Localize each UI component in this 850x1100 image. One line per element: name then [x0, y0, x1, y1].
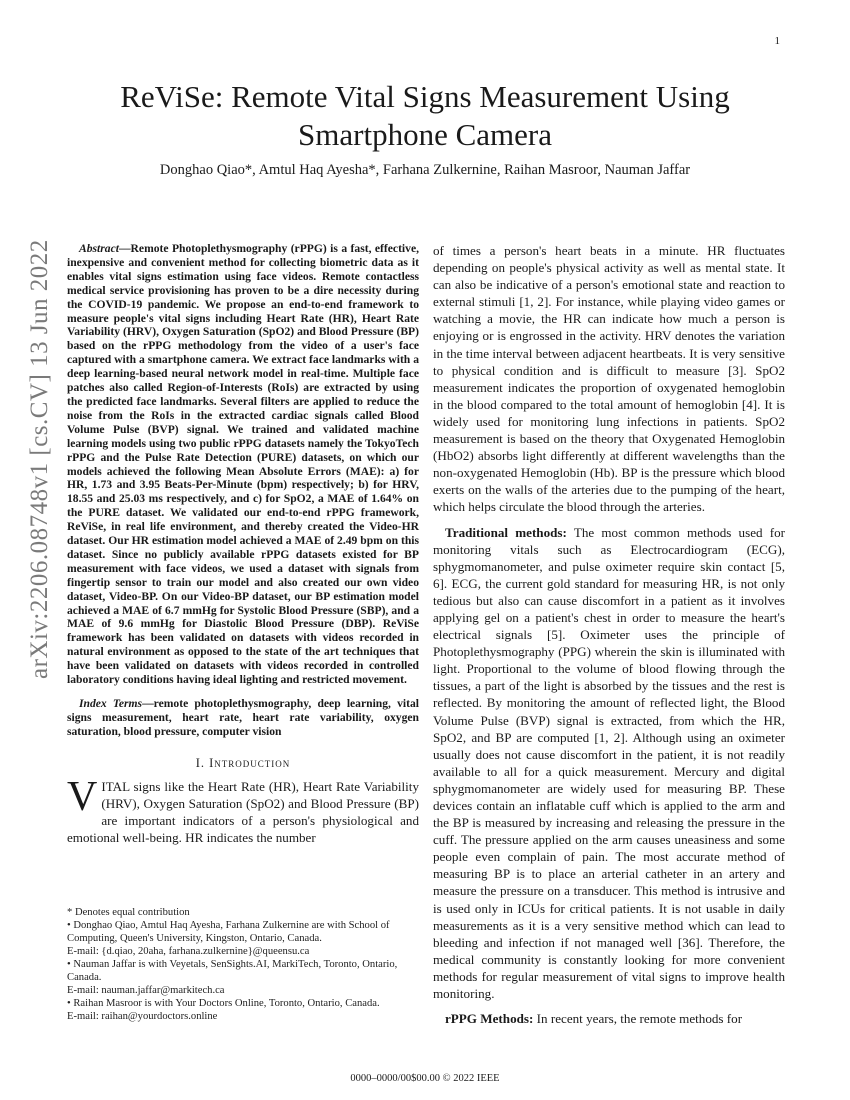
traditional-methods-text: The most common methods used for monitoring vitals such as Electrocardiogram (ECG), sphygmomanometer, and pulse oximeter require skin contact [5, 6]. ECG, the current gold standard for measuring HR, is not only tedious but also can cause discomfort in a patient as it involves applying gel on a patient's chest in order to measure the heart's electrical signals [5]. Oximeter uses the principle of Photoplethysmography (PPG) wherein the skin is illuminated with light. Proportional to the volume of blood flowing through the tissues, a part of the light is absorbed by the tissues and the rest is reflected. By monitoring the amount of reflected light, the Blood Volume Pulse (BVP) signal is extracted, from which the HR, SpO2, and BP are computed [1, 2]. Although using an oximeter usually does not cause discomfort in the patient, it is not readily available to all for a quick measurement. Mercury and digital sphygmomanometer are widely used for measuring BP. These devices contain an inflatable cuff which is applied to the arm and the BP is measured by increasing and releasing the pressure in the cuff. The pressure applied on the arm causes uneasiness and some people even complain of pain. The most accurate method of measuring BP is to place an arterial catheter in an artery and measure the pressure on a transducer. This method is intrusive and is used only in ICUs for critical patients. It is not usable in daily measurements as it is a very sensitive method which can lead to bleeding and infection if not managed well [36]. Therefore, the medical community is constantly looking for more convenient methods for regular measurement of vital signs to improve health monitoring. [433, 524, 786, 1002]
author-list: Donghao Qiao*, Amtul Haq Ayesha*, Farhana Zulkernine, Raihan Masroor, Nauman Jaffar [159, 162, 691, 178]
footnotes [67, 906, 419, 1023]
footnote-affiliation-queens: • Donghao Qiao, Amtul Haq Ayesha, Farhana Zulkernine are with School of Computing, Queen's University, Kingston, Ontario, Canada. [67, 920, 390, 944]
rppg-methods-paragraph [433, 1010, 785, 1027]
footnote-email-queens: E-mail: {d.qiao, 20aha, farhana.zulkernine}@queensu.ca [67, 946, 310, 957]
page-number: 1 [774, 35, 780, 47]
abstract-label: Abstract [79, 242, 119, 255]
right-column [433, 242, 785, 1027]
footnote-email-markitech: E-mail: nauman.jaffar@markitech.ca [67, 985, 225, 996]
section-number: I. [195, 755, 205, 770]
traditional-methods-label: Traditional methods: [445, 524, 567, 540]
traditional-methods-paragraph [433, 524, 785, 1003]
intro-text: ITAL signs like the Heart Rate (HR), Heart Rate Variability (HRV), Oxygen Saturation (SpO2) and Blood Pressure (BP) are important indicators of a person's physiological and emotional well-being. HR indicates the number [67, 778, 419, 846]
section-title: Introduction [209, 755, 291, 770]
left-column [67, 242, 419, 846]
paper-title: ReViSe: Remote Vital Signs Measurement Using Smartphone Camera [120, 79, 730, 152]
copyright-footer: 0000–0000/00$00.00 © 2022 IEEE [350, 1073, 500, 1084]
index-terms-text: —remote photoplethysmography, deep learning, vital signs measurement, heart rate, heart rate variability, oxygen saturation, blood pressure, computer vision [67, 697, 419, 738]
rppg-methods-label: rPPG Methods: [445, 1011, 534, 1027]
drop-cap: V [67, 773, 98, 820]
footnote-equal-contribution: * Denotes equal contribution [67, 907, 190, 918]
intro-paragraph [67, 773, 419, 846]
footnote-affiliation-ydo: • Raihan Masroor is with Your Doctors Online, Toronto, Ontario, Canada. [67, 998, 380, 1009]
footnote-email-ydo: E-mail: raihan@yourdoctors.online [67, 1011, 218, 1022]
arxiv-identifier-stamp[interactable]: arXiv:2206.08748v1 [cs.CV] 13 Jun 2022 [26, 239, 53, 679]
footnote-affiliation-veyetals: • Nauman Jaffar is with Veyetals, SenSights.AI, MarkiTech, Toronto, Ontario, Canada. [67, 959, 398, 983]
abstract [67, 242, 419, 687]
abstract-text: —Remote Photoplethysmography (rPPG) is a fast, effective, inexpensive and convenient method for collecting biometric data as it enables vital signs estimation using face videos. Remote contactless medical service provisioning has proven to be a dire necessity during the COVID-19 pandemic. We propose an end-to-end framework to measure people's vital signs including Heart Rate (HR), Heart Rate Variability (HRV), Oxygen Saturation (SpO2) and Blood Pressure (BP) based on the rPPG methodology from the video of a user's face captured with a smartphone camera. We extract face landmarks with a deep learning-based neural network model in real-time. Multiple face patches also called Region-of-Interests (RoIs) are extracted by using the predicted face landmarks. Several filters are applied to reduce the noise from the RoIs in the extracted cardiac signals called Blood Volume Pulse (BVP) signal. We trained and validated machine learning models using two public rPPG datasets namely the TokyoTech rPPG and the Pulse Rate Detection (PURE) datasets, on which our models achieved the following Mean Absolute Errors (MAE): a) for HR, 1.73 and 3.95 Beats-Per-Minute (bpm) respectively; b) for HRV, 18.55 and 25.03 ms respectively, and c) for SpO2, a MAE of 1.64% on the PURE dataset. We validated our end-to-end rPPG framework, ReViSe, in real life environment, and thereby created the Video-HR dataset. Our HR estimation model achieved a MAE of 2.49 bpm on this dataset. Since no publicly available rPPG datasets existed for BP measurement with face videos, we used a dataset with signals from fingertip sensor to train our model and also created our own video dataset, Video-BP. On our Video-BP dataset, our BP estimation model achieved a MAE of 6.7 mmHg for Systolic Blood Pressure (SBP), and a MAE of 9.6 mmHg for Diastolic Blood Pressure (DBP). ReViSe framework has been validated on datasets with videos recorded in natural environment as opposed to the state of the art techniques that have been validated on datasets with videos recorded in controlled laboratory conditions having ideal lighting and restricted movement. [67, 242, 419, 687]
section-heading-introduction [67, 755, 419, 772]
index-terms [67, 697, 419, 739]
index-terms-label: Index Terms [79, 697, 143, 710]
vital-signs-paragraph: of times a person's heart beats in a minute. HR fluctuates depending on people's physical activity as well as mental state. It can also be indicative of a person's emotional state and reaction to external stimuli [1, 2]. For instance, while playing video games or watching a movie, the HR can indicate how much a person is enjoying or is engrossed in the activity. HRV denotes the variation in the time interval between adjacent heartbeats. It is very sensitive to physical condition and is difficult to measure [3]. SpO2 measurement indicates the proportion of oxygenated hemoglobin in the blood compared to the total amount of hemoglobin [4]. It is widely used for monitoring lung infections in patients. SpO2 measurement is based on the theory that Oxygenated Hemoglobin (HbO2) absorbs light differently at different wavelengths than the non-oxygenated Hemoglobin (Hb). BP is the pressure which blood exerts on the walls of the arteries due to the pumping of the heart, which helps circulate the blood through the arteries. [433, 243, 785, 515]
rppg-methods-text: In recent years, the remote methods for [533, 1011, 743, 1027]
